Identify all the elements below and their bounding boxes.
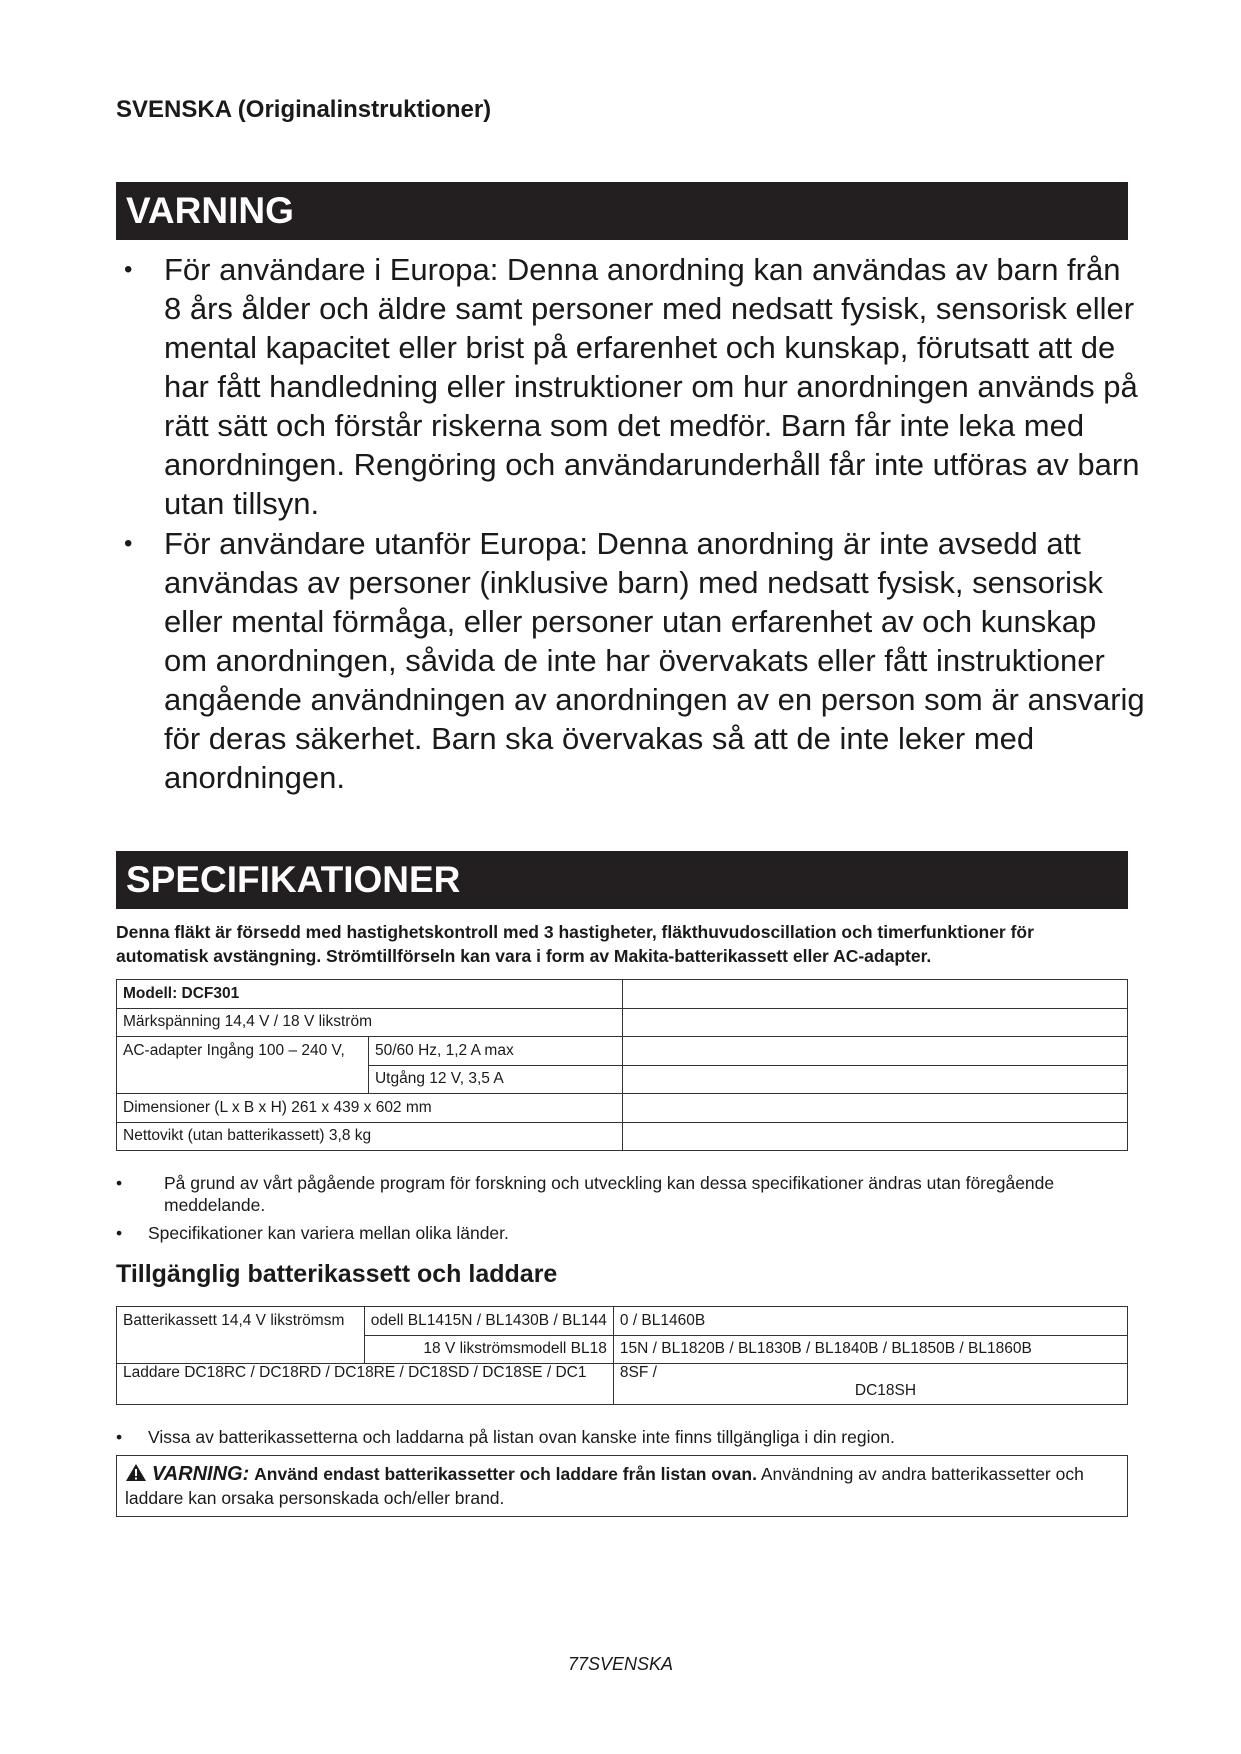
- battery-note: [116, 1426, 1128, 1448]
- page-footer: 77SVENSKA: [567, 1654, 674, 1674]
- battery-14v-models-end: 0 / BL1460B: [613, 1307, 1127, 1336]
- table-row: [117, 1122, 1128, 1151]
- table-cell-empty: [622, 1008, 1127, 1037]
- bullet-icon: •: [116, 1223, 123, 1243]
- table-row: [117, 1364, 1128, 1405]
- charger-models: Laddare DC18RC / DC18RD / DC18RE / DC18SD / DC18SE / DC1: [117, 1364, 614, 1405]
- spec-notes: [116, 1172, 1128, 1250]
- warning-label: VARNING:: [151, 1463, 250, 1485]
- battery-note-text: Vissa av batterikassetterna och laddarna på listan ovan kanske inte finns tillgängliga i din region.: [148, 1427, 895, 1447]
- table-row: [117, 980, 1128, 1009]
- battery-notes: [116, 1426, 1128, 1454]
- spec-section-title: SPECIFIKATIONER: [116, 851, 1128, 909]
- charger-models-end: [613, 1364, 1127, 1405]
- table-row: [117, 1307, 1128, 1336]
- table-cell-empty: [622, 1037, 1127, 1066]
- table-row: [117, 1037, 1128, 1066]
- spec-note: [116, 1222, 1128, 1244]
- table-row: [117, 1065, 1128, 1094]
- page-header: SVENSKA (Originalinstruktioner): [116, 96, 492, 123]
- charger-models-line: DC18SH: [854, 1382, 917, 1399]
- battery-14v-models: odell BL1415N / BL1430B / BL144: [364, 1307, 613, 1336]
- spec-model: Modell: DCF301: [117, 980, 623, 1009]
- spec-dimensions: Dimensioner (L x B x H) 261 x 439 x 602 mm: [117, 1094, 623, 1123]
- warning-triangle-icon: [125, 1464, 152, 1484]
- warning-strong-text: Använd endast batterikassetter och laddare från listan ovan.: [254, 1464, 757, 1484]
- spec-table: [116, 979, 1128, 1151]
- battery-section-title: Tillgänglig batterikassett och laddare: [116, 1260, 558, 1288]
- table-row: [117, 1094, 1128, 1123]
- spec-note: [116, 1172, 1128, 1216]
- spec-voltage: Märkspänning 14,4 V / 18 V likström: [117, 1008, 623, 1037]
- warning-item-text: För användare i Europa: Denna anordning kan användas av barn från 8 års ålder och äldre samt personer med nedsatt fysisk, sensorisk eller mental kapacitet eller brist på erfarenhet och kunskap, förutsatt att de har fått handledning eller instruktioner om hur anordningen används på rätt sätt och förstår riskerna som det medför. Barn får inte leka med anordningen. Rengöring och användarunderhåll får inte utföras av barn utan tillsyn.: [164, 252, 1140, 521]
- battery-warning-box: [116, 1455, 1128, 1517]
- spec-adapter-label: AC-adapter Ingång 100 – 240 V,: [117, 1037, 369, 1066]
- bullet-icon: •: [124, 256, 133, 283]
- warning-list: [116, 250, 1146, 798]
- warning-item-outside-europe: [116, 524, 1146, 797]
- table-cell-empty: [622, 980, 1127, 1009]
- table-cell-empty: [117, 1335, 365, 1364]
- table-cell-empty: [622, 1122, 1127, 1151]
- spec-intro: Denna fläkt är försedd med hastighetskontroll med 3 hastigheter, fläkthuvudoscillation och timerfunktioner för automatisk avstängning. Strömtillförseln kan vara i form av Makita-batterikassett eller AC-adapter.: [116, 922, 1034, 966]
- table-row: [117, 1335, 1128, 1364]
- warning-item-europe: [116, 250, 1146, 523]
- charger-models-line: 8SF /: [619, 1364, 657, 1381]
- spec-adapter-output: Utgång 12 V, 3,5 A: [368, 1065, 622, 1094]
- warning-section-title: VARNING: [116, 182, 1128, 240]
- spec-adapter-input: 50/60 Hz, 1,2 A max: [368, 1037, 622, 1066]
- spec-note-text: Specifikationer kan variera mellan olika länder.: [148, 1223, 509, 1243]
- spec-weight: Nettovikt (utan batterikassett) 3,8 kg: [117, 1122, 623, 1151]
- bullet-icon: •: [124, 530, 133, 557]
- table-cell-empty: [622, 1065, 1127, 1094]
- table-cell-empty: [117, 1065, 369, 1094]
- table-cell-empty: [622, 1094, 1127, 1123]
- battery-table: [116, 1306, 1128, 1405]
- bullet-icon: •: [116, 1173, 123, 1193]
- battery-label: Batterikassett 14,4 V likströmsm: [117, 1307, 365, 1336]
- spec-note-text: På grund av vårt pågående program för forskning och utveckling kan dessa specifikationer ändras utan föregående meddelande.: [164, 1173, 1055, 1215]
- table-row: [117, 1008, 1128, 1037]
- bullet-icon: •: [116, 1427, 123, 1447]
- battery-18v-models: 18 V likströmsmodell BL18: [364, 1335, 613, 1364]
- warning-text: Användning av andra batterikassetter och laddare kan orsaka personskada och/eller brand.: [125, 1464, 1084, 1508]
- battery-18v-models-end: 15N / BL1820B / BL1830B / BL1840B / BL1850B / BL1860B: [613, 1335, 1127, 1364]
- warning-item-text: För användare utanför Europa: Denna anordning är inte avsedd att användas av personer (inklusive barn) med nedsatt fysisk, sensorisk eller mental förmåga, eller personer utan erfarenhet av och kunskap om anordningen, såvida de inte har övervakats eller fått instruktioner angående användningen av anordningen av en person som är ansvarig för deras säkerhet. Barn ska övervakas så att de inte leker med anordningen.: [164, 526, 1145, 795]
